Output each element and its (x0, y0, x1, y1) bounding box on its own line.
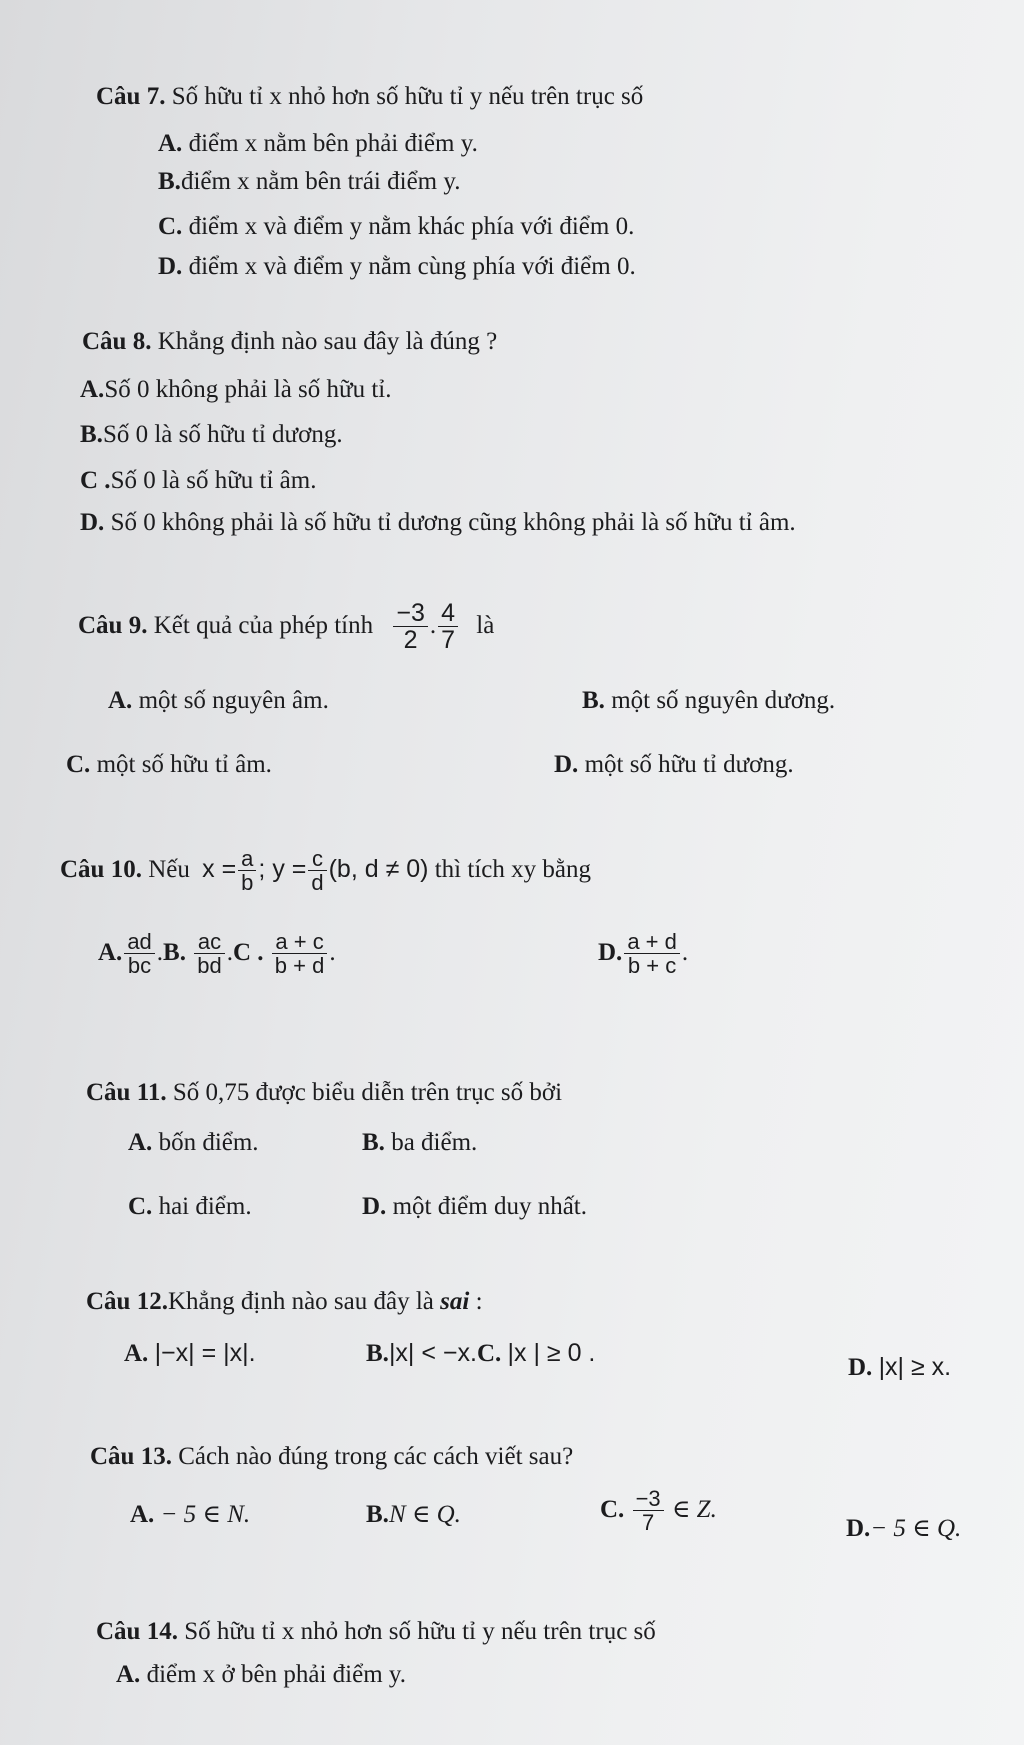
q9-option-a-text: một số nguyên âm. (138, 687, 329, 714)
q13-option-c-num: −3 (633, 1487, 664, 1511)
q8-option-b-key: B. (80, 421, 103, 448)
q10-option-b-den: bd (197, 953, 222, 979)
q14-stem (96, 1617, 656, 1647)
q11-option-c-text: hai điểm. (158, 1193, 252, 1220)
q12-option-b-c (366, 1338, 595, 1369)
q12-option-d-key: D. (848, 1354, 873, 1381)
q13-option-c-key: C. (600, 1495, 625, 1523)
q9-option-a (108, 686, 329, 716)
q10-option-d-den: b + c (627, 953, 677, 979)
q13-option-a-text: − 5 ∈ N. (160, 1501, 251, 1528)
q12-stem-colon: : (469, 1288, 483, 1315)
q11-option-c (128, 1192, 252, 1222)
q10-option-c-end: . (329, 938, 336, 966)
q10-option-c-den: b + d (274, 953, 325, 979)
q12-option-b-key: B. (366, 1340, 389, 1367)
q10-option-a-key: A. (98, 938, 123, 966)
q14-option-a-key: A. (116, 1661, 141, 1688)
q8-option-c-text: Số 0 là số hữu tỉ âm. (110, 467, 317, 494)
q9-option-b-key: B. (582, 687, 605, 714)
q9-fraction-1-num: −3 (393, 600, 428, 627)
q8-label: Câu 8. (82, 328, 152, 355)
q7-option-c (158, 212, 634, 242)
q12-option-c-text: |x | ≥ 0 . (507, 1339, 596, 1367)
q12-stem-text: Khẳng định nào sau đây là (167, 1288, 434, 1315)
q8-option-a-key: A. (80, 376, 105, 403)
q10-option-c-key: C . (232, 938, 264, 966)
q9-stem-tail: là (476, 612, 495, 640)
q8-option-d-text: Số 0 không phải là số hữu tỉ dương cũng không phải là số hữu tỉ âm. (110, 509, 796, 536)
q10-option-d (598, 930, 688, 978)
q12-option-c-key: C. (476, 1340, 502, 1367)
q12-option-d (848, 1352, 951, 1383)
q13-option-a (130, 1500, 250, 1530)
q11-option-b-key: B. (362, 1129, 385, 1156)
q9-stem (78, 600, 494, 655)
q13-label: Câu 13. (90, 1443, 172, 1470)
q13-option-d (846, 1514, 961, 1544)
q10-stem-post: thì tích xy bằng (434, 855, 591, 883)
q11-option-d-text: một điểm duy nhất. (392, 1193, 587, 1220)
q10-fraction-a-b-den: b (241, 870, 254, 896)
q14-option-a-text: điểm x ở bên phải điểm y. (146, 1661, 407, 1688)
q9-option-d-text: một số hữu tỉ dương. (584, 751, 794, 778)
q12-stem (86, 1287, 483, 1317)
q11-label: Câu 11. (86, 1079, 167, 1106)
q11-option-a (128, 1128, 259, 1158)
q10-option-c-fraction (272, 930, 328, 978)
q13-option-b-key: B. (366, 1501, 389, 1528)
q9-multiply-dot: . (429, 612, 437, 640)
q12-stem-emphasis: sai (440, 1288, 470, 1315)
q10-fraction-a-b-num: a (238, 847, 256, 871)
q8-option-b-text: Số 0 là số hữu tỉ dương. (102, 421, 343, 448)
q10-stem (60, 847, 591, 895)
q11-option-a-text: bốn điểm. (158, 1129, 259, 1156)
q10-option-b-num: ac (194, 930, 224, 954)
q11-option-b (362, 1128, 477, 1158)
q12-option-a (124, 1338, 256, 1369)
q13-option-b (366, 1500, 461, 1530)
q10-option-d-fraction (624, 930, 680, 978)
q9-option-c (66, 750, 272, 780)
q9-option-d (554, 750, 794, 780)
q9-option-d-key: D. (554, 751, 579, 778)
q10-option-a-den: bc (127, 953, 152, 979)
q9-fraction-2-den: 7 (441, 626, 456, 655)
q11-option-c-key: C. (128, 1193, 153, 1220)
q9-stem-text: Kết quả của phép tính (153, 612, 374, 640)
q7-option-d (158, 252, 636, 282)
q7-option-a-key: A. (158, 130, 183, 157)
q9-option-c-key: C. (66, 751, 91, 778)
q10-fraction-c-d (308, 847, 326, 895)
q10-label: Câu 10. (60, 855, 142, 883)
q13-option-c (600, 1487, 717, 1535)
q8-option-d (80, 508, 796, 538)
q7-option-a-text: điểm x nằm bên phải điểm y. (188, 130, 478, 157)
q9-option-b-text: một số nguyên dương. (611, 687, 836, 714)
q12-option-a-key: A. (124, 1340, 149, 1367)
q8-stem-text: Khẳng định nào sau đây là đúng ? (157, 328, 498, 355)
q7-stem (96, 82, 643, 112)
q10-options-abc (98, 930, 336, 978)
q7-option-d-key: D. (158, 253, 183, 280)
q10-option-a-fraction (124, 930, 154, 978)
q9-fraction-1 (393, 600, 428, 655)
q8-option-b (80, 420, 343, 450)
q13-option-c-den: 7 (641, 1510, 655, 1536)
q10-fraction-c-d-den: d (311, 870, 324, 896)
q14-option-a (116, 1660, 406, 1690)
q13-option-b-text: N ∈ Q. (388, 1501, 461, 1528)
q10-option-b-fraction (194, 930, 224, 978)
q13-stem (90, 1442, 573, 1472)
q7-option-c-key: C. (158, 213, 183, 240)
q8-option-c-key: C . (80, 467, 111, 494)
q13-option-c-tail: ∈ Z. (671, 1495, 717, 1523)
q10-option-c-num: a + c (272, 930, 328, 954)
q7-option-d-text: điểm x và điểm y nằm cùng phía với điểm 0. (188, 253, 636, 280)
q7-stem-text: Số hữu tỉ x nhỏ hơn số hữu tỉ y nếu trên trục số (171, 83, 644, 110)
q8-option-c (80, 466, 316, 496)
q7-option-c-text: điểm x và điểm y nằm khác phía với điểm 0. (188, 213, 635, 240)
q12-option-a-text: |−x| = |x|. (154, 1339, 256, 1367)
q9-fraction-1-den: 2 (403, 626, 418, 655)
q10-option-a-end: . (156, 938, 164, 966)
q10-option-d-num: a + d (624, 930, 680, 954)
q14-label: Câu 14. (96, 1618, 178, 1645)
q13-option-a-key: A. (130, 1501, 155, 1528)
q10-option-b-key: B. (163, 938, 186, 966)
q8-stem (82, 327, 497, 357)
q10-fraction-c-d-num: c (308, 847, 326, 871)
q9-option-b (582, 686, 835, 716)
q10-stem-pre: Nếu (148, 855, 190, 883)
q11-option-d (362, 1192, 587, 1222)
q10-option-a-num: ad (124, 930, 154, 954)
q13-option-c-fraction (633, 1487, 664, 1535)
q7-label: Câu 7. (96, 83, 166, 110)
q11-stem (86, 1078, 562, 1108)
q12-option-d-text: |x| ≥ x. (878, 1353, 952, 1381)
q9-option-a-key: A. (108, 687, 133, 714)
q9-fraction-2-num: 4 (438, 600, 458, 627)
q7-option-a (158, 129, 478, 159)
q10-x-equals: x = (202, 854, 237, 883)
q11-stem-text: Số 0,75 được biểu diễn trên trục số bởi (172, 1079, 563, 1106)
q7-option-b (158, 167, 461, 197)
q12-option-b-text: |x| < −x. (388, 1339, 477, 1367)
q10-option-b-end: . (226, 938, 233, 966)
q10-condition: (b, d ≠ 0) (328, 854, 429, 883)
q11-option-d-key: D. (362, 1193, 387, 1220)
q13-option-d-key: D. (846, 1515, 871, 1542)
q10-y-equals: ; y = (258, 854, 307, 883)
q8-option-a-text: Số 0 không phải là số hữu tỉ. (104, 376, 392, 403)
q14-stem-text: Số hữu tỉ x nhỏ hơn số hữu tỉ y nếu trên trục số (184, 1618, 656, 1645)
q13-stem-text: Cách nào đúng trong các cách viết sau? (178, 1443, 574, 1470)
q9-option-c-text: một số hữu tỉ âm. (96, 751, 272, 778)
q10-option-d-end: . (681, 938, 689, 966)
q8-option-d-key: D. (80, 509, 105, 536)
q10-option-d-key: D. (598, 938, 623, 966)
q11-option-b-text: ba điểm. (391, 1129, 478, 1156)
q7-option-b-text: điểm x nằm bên trái điểm y. (180, 168, 461, 195)
q10-fraction-a-b (238, 847, 256, 895)
q8-option-a (80, 375, 391, 405)
q11-option-a-key: A. (128, 1129, 153, 1156)
q13-option-d-text: − 5 ∈ Q. (870, 1515, 962, 1542)
q9-label: Câu 9. (78, 612, 148, 640)
q7-option-b-key: B. (158, 168, 181, 195)
q9-fraction-2 (438, 600, 458, 655)
q12-label: Câu 12. (86, 1288, 168, 1315)
